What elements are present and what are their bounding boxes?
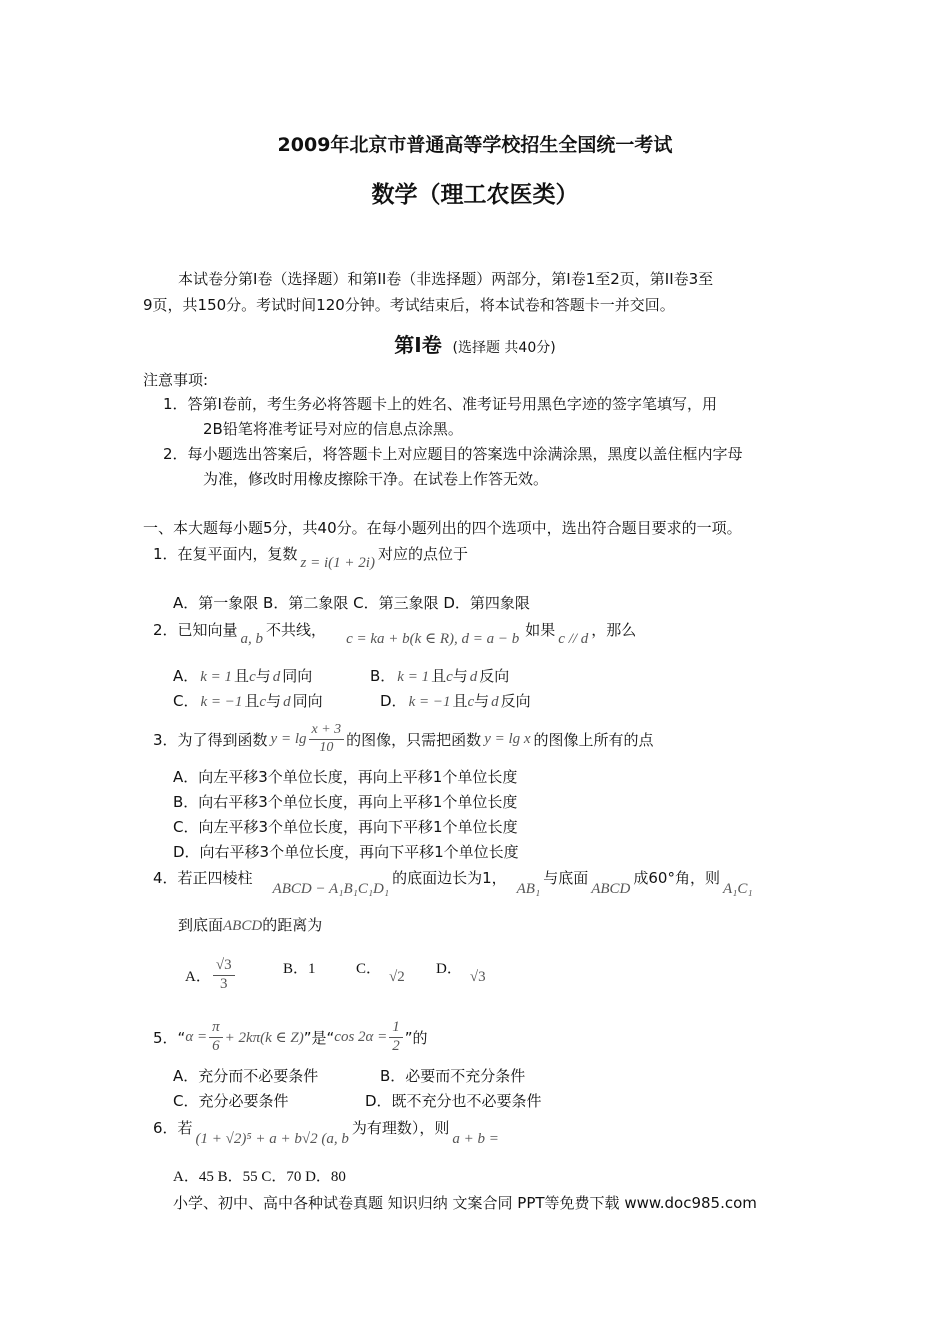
q2-stem-mid: 不共线， — [266, 621, 327, 639]
q4-line2-pre: 到底面 — [178, 916, 224, 934]
option-text: 与 — [266, 692, 282, 710]
option-text: 且 — [244, 692, 260, 710]
q4-option-a — [185, 950, 237, 1000]
option-math: k = −1 — [200, 694, 243, 710]
option-label: B． — [370, 667, 396, 685]
page-footer: 小学、初中、高中各种试卷真题 知识归纳 文案合同 PPT等免费下载 www.doc985.com — [173, 1194, 757, 1212]
q3-stem-pre: 3．为了得到函数 — [153, 730, 268, 749]
option-label: A． — [173, 667, 199, 685]
option-text: 且 — [431, 667, 447, 685]
option-text: 且 — [234, 667, 250, 685]
q5-numerator-1: π — [209, 1019, 223, 1037]
option-math: c — [249, 669, 256, 685]
option-text: 同向 — [292, 692, 323, 710]
q5-numerator-2: 1 — [389, 1019, 403, 1037]
q2-formula: c = ka + b(k ∈ R), d = a − b — [346, 631, 520, 647]
q2-option-a — [173, 665, 312, 686]
q4-option-c — [356, 957, 405, 985]
q2-stem — [153, 619, 637, 647]
option-math: d — [491, 694, 499, 710]
section-title: 第I卷 — [394, 333, 442, 357]
q3-option-a: A．向左平移3个单位长度，再向上平移1个单位长度 — [173, 768, 518, 786]
q5-stem-mid: ”是“ — [303, 1028, 335, 1047]
option-math: k = 1 — [397, 669, 430, 685]
q5-fraction-1 — [209, 1019, 223, 1055]
q4-prism: ABCD − A₁B₁C₁D₁ — [272, 881, 390, 897]
q6-options: A．45 B．55 C．70 D．80 — [173, 1169, 346, 1185]
q4-option-d — [436, 957, 486, 985]
q3-option-d: D．向右平移3个单位长度，再向下平移1个单位长度 — [173, 843, 519, 861]
q6-stem — [153, 1117, 502, 1147]
section-heading — [0, 329, 950, 358]
option-text: 与 — [452, 667, 468, 685]
q5-denominator-1: 6 — [212, 1037, 220, 1054]
q3-numerator: x + 3 — [309, 722, 345, 739]
q3-denominator: 10 — [319, 739, 334, 755]
q6-stem-pre: 6．若 — [153, 1119, 193, 1137]
q5-fraction-2 — [389, 1019, 403, 1055]
q4-stem-mid3: 成60°角，则 — [633, 869, 720, 887]
q2-option-d — [380, 690, 531, 711]
option-label: A． — [185, 968, 211, 985]
section-note: (选择题 共40分) — [452, 340, 556, 356]
note-1-line-2: 2B铅笔将准考证号对应的信息点涂黑。 — [203, 420, 463, 438]
q3-stem-post: 的图像上所有的点 — [533, 730, 654, 749]
q1-stem — [153, 543, 468, 571]
q4-line2-post: 的距离为 — [262, 916, 323, 934]
q1-formula: z = i(1 + 2i) — [300, 555, 375, 571]
option-math: d — [283, 694, 291, 710]
option-label: D． — [380, 692, 407, 710]
q3-fraction — [309, 722, 345, 755]
option-text: 反向 — [479, 667, 510, 685]
q6-stem-mid: 为有理数），则 — [351, 1119, 450, 1137]
q4-a-fraction — [213, 957, 235, 993]
exam-subtitle: 数学（理工农医类） — [371, 182, 579, 208]
q3-option-c: C．向左平移3个单位长度，再向下平移1个单位长度 — [173, 818, 518, 836]
q2-stem-mid2: 如果 — [525, 621, 556, 639]
option-label: C． — [173, 692, 199, 710]
q2-parallel: c // d — [558, 631, 589, 647]
option-text: 与 — [474, 692, 490, 710]
q1-options: A．第一象限 B．第二象限 C．第三象限 D．第四象限 — [173, 594, 530, 612]
q2-option-c — [173, 690, 323, 711]
option-text: 同向 — [282, 667, 313, 685]
q2-stem-post: ，那么 — [591, 621, 637, 639]
q4-a-denominator: 3 — [219, 975, 228, 992]
option-text: 反向 — [500, 692, 531, 710]
option-math: d — [469, 669, 478, 685]
option-label: D． — [436, 961, 462, 977]
q6-expression: (1 + √2)⁵ + a + b√2 (a, b — [195, 1131, 349, 1147]
note-1-line-1: 1．答第I卷前，考生务必将答题卡上的姓名、准考证号用黑色字迹的签字笔填写，用 — [163, 395, 717, 413]
note-2-line-2: 为准，修改时用橡皮擦除干净。在试卷上作答无效。 — [203, 470, 549, 488]
option-math: k = −1 — [408, 694, 451, 710]
q1-stem-post: 对应的点位于 — [377, 545, 468, 563]
q5-stem-pre: 5．“ — [153, 1028, 186, 1047]
q5-alpha: α = — [185, 1028, 208, 1045]
q3-stem — [153, 715, 654, 763]
q5-denominator-2: 2 — [392, 1037, 400, 1054]
q5-stem-post: ”的 — [404, 1028, 428, 1047]
q1-stem-pre: 1．在复平面内，复数 — [153, 545, 298, 563]
q4-base: ABCD — [591, 881, 631, 897]
q3-function: y = lg — [270, 730, 307, 747]
option-math: k = 1 — [200, 669, 233, 685]
q4-stem-line-2 — [178, 914, 322, 935]
q4-stem-mid2: 与底面 — [543, 869, 589, 887]
q5-option-a: A．充分而不必要条件 — [173, 1067, 319, 1085]
option-math: √2 — [389, 969, 405, 985]
q2-vectors: a, b — [240, 631, 264, 647]
q2-stem-pre: 2．已知向量 — [153, 621, 238, 639]
q3-function-2: y = lg x — [484, 730, 531, 747]
option-text: 与 — [255, 667, 271, 685]
option-math: c — [446, 669, 453, 685]
intro-line-2: 9页，共150分。考试时间120分钟。考试结束后，将本试卷和答题卡一并交回。 — [143, 296, 675, 314]
q4-option-b: B．1 — [283, 961, 316, 977]
q4-stem-mid: 的底面边长为1， — [392, 869, 507, 887]
part1-heading: 一、本大题每小题5分，共40分。在每小题列出的四个选项中，选出符合题目要求的一项。 — [143, 519, 742, 537]
q3-option-b: B．向右平移3个单位长度，再向上平移1个单位长度 — [173, 793, 518, 811]
q3-stem-mid: 的图像，只需把函数 — [346, 730, 482, 749]
notes-heading: 注意事项: — [143, 371, 209, 389]
q5-option-b: B．必要而不充分条件 — [380, 1067, 526, 1085]
exam-title: 2009年北京市普通高等学校招生全国统一考试 — [277, 134, 673, 156]
q5-option-d: D．既不充分也不必要条件 — [365, 1092, 542, 1110]
q4-line2-base: ABCD — [223, 918, 263, 934]
q4-edge: AB₁ — [516, 881, 541, 897]
q2-option-b — [370, 665, 509, 686]
note-2-line-1: 2．每小题选出答案后，将答题卡上对应题目的答案选中涂满涂黑，黑度以盖住框内字母 — [163, 445, 743, 463]
q4-segment: A₁C₁ — [722, 881, 753, 897]
q5-cos: cos 2α = — [334, 1028, 388, 1045]
q5-period: + 2kπ(k ∈ Z) — [224, 1029, 304, 1046]
option-math: c — [467, 694, 475, 710]
q5-option-c: C．充分必要条件 — [173, 1092, 289, 1110]
option-math: d — [272, 669, 281, 685]
q4-stem-pre: 4．若正四棱柱 — [153, 869, 253, 887]
q4-stem — [153, 867, 756, 897]
q5-stem — [153, 1013, 428, 1061]
option-label: C． — [356, 961, 382, 977]
option-math: c — [259, 694, 267, 710]
q4-a-numerator: √3 — [213, 957, 235, 975]
intro-line-1: 本试卷分第I卷（选择题）和第II卷（非选择题）两部分，第I卷1至2页，第II卷3至 — [178, 270, 714, 288]
option-math: √3 — [469, 969, 486, 985]
option-text: 且 — [452, 692, 468, 710]
q6-sum: a + b = — [452, 1131, 499, 1147]
